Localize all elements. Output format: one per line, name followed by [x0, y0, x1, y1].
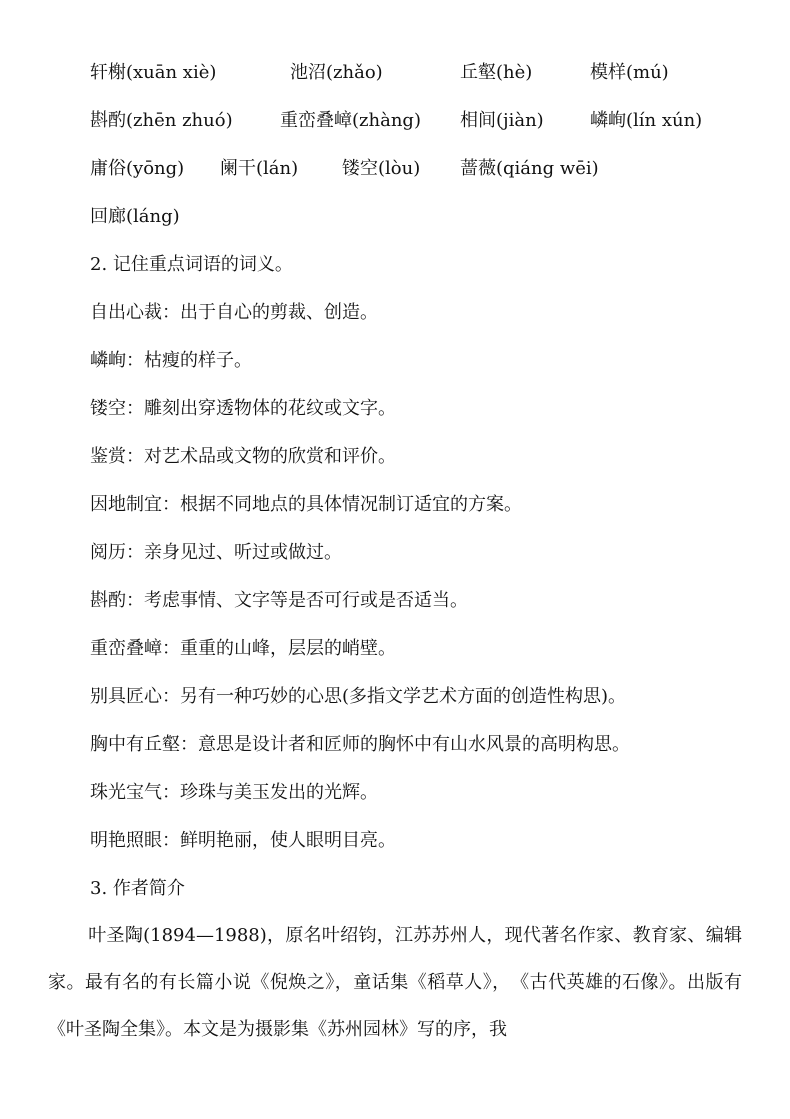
definition-item: 镂空：雕刻出穿透物体的花纹或文字。	[90, 398, 396, 419]
pinyin-term: 相间(jiàn)	[460, 110, 544, 131]
definition-item: 斟酌：考虑事情、文字等是否可行或是否适当。	[90, 590, 468, 611]
definition-item: 胸中有丘壑：意思是设计者和匠师的胸怀中有山水风景的高明构思。	[90, 734, 630, 755]
pinyin-term: 轩榭(xuān xiè)	[90, 62, 217, 83]
pinyin-term: 斟酌(zhēn zhuó)	[90, 110, 233, 131]
pinyin-term: 丘壑(hè)	[460, 62, 533, 83]
author-paragraph	[48, 912, 742, 1053]
pinyin-term: 嶙峋(lín xún)	[590, 110, 703, 131]
pinyin-term: 蔷薇(qiáng wēi)	[460, 158, 599, 179]
pinyin-term: 庸俗(yōng)	[90, 158, 185, 179]
pinyin-term: 阑干(lán)	[220, 158, 299, 179]
definition-item: 嶙峋：枯瘦的样子。	[90, 350, 252, 371]
section-heading: 3. 作者简介	[90, 878, 185, 899]
pinyin-term: 重峦叠嶂(zhàng)	[280, 110, 421, 131]
definition-item: 别具匠心：另有一种巧妙的心思(多指文学艺术方面的创造性构思)。	[90, 686, 627, 707]
definition-item: 鉴赏：对艺术品或文物的欣赏和评价。	[90, 446, 396, 467]
definition-item: 明艳照眼：鲜明艳丽，使人眼明目亮。	[90, 830, 396, 851]
definition-item: 重峦叠嶂：重重的山峰，层层的峭壁。	[90, 638, 396, 659]
definition-item: 自出心裁：出于自心的剪裁、创造。	[90, 302, 378, 323]
definition-item: 因地制宜：根据不同地点的具体情况制订适宜的方案。	[90, 494, 522, 515]
pinyin-term: 池沼(zhǎo)	[290, 62, 383, 83]
pinyin-term: 模样(mú)	[590, 62, 669, 83]
definition-item: 阅历：亲身见过、听过或做过。	[90, 542, 342, 563]
author-paragraph-text: 叶圣陶(1894—1988)，原名叶绍钧，江苏苏州人，现代著名作家、教育家、编辑家。最有名的有长篇小说《倪焕之》，童话集《稻草人》， 《古代英雄的石像》。出版有《叶圣陶全集》。本文是为摄影集《苏州园林》写的序，我	[48, 925, 742, 1040]
section-heading: 2. 记住重点词语的词义。	[90, 254, 293, 275]
pinyin-term: 回廊(láng)	[90, 206, 180, 227]
definition-item: 珠光宝气：珍珠与美玉发出的光辉。	[90, 782, 378, 803]
pinyin-term: 镂空(lòu)	[342, 158, 421, 179]
